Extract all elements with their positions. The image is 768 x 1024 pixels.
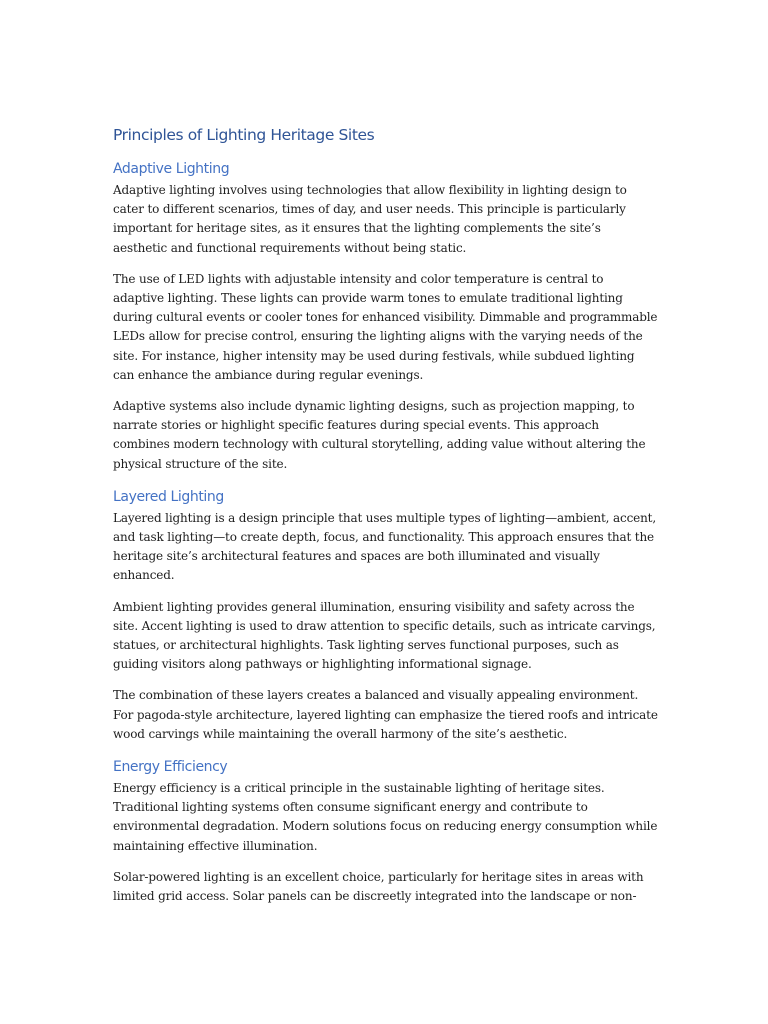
paragraph: Layered lighting is a design principle that uses multiple types of lighting—ambient, accent, and task lighting—to create depth, focus, and functionality. This approach ensures that the heritage site’s architectural features and spaces are both illuminated and visually enhanced. bbox=[113, 510, 657, 583]
paragraph: Energy efficiency is a critical principle in the sustainable lighting of heritage sites. Traditional lighting systems often consume significant energy and contribute to environmental degradation. Modern solutions focus on reducing energy consumption while maintaining effective illumination. bbox=[113, 781, 658, 853]
paragraph: Ambient lighting provides general illumination, ensuring visibility and safety across the site. Accent lighting is used to draw attention to specific details, such as intricate carvings, statues, or architectural highlights. Task lighting serves functional purposes, such as guiding visitors along pathways or highlighting informational signage. bbox=[113, 599, 656, 672]
section-adaptive-lighting bbox=[113, 159, 658, 474]
paragraph: The use of LED lights with adjustable intensity and color temperature is central to adaptive lighting. These lights can provide warm tones to emulate traditional lighting during cultural events or cooler tones for enhanced visibility. Dimmable and programmable LEDs allow for precise control, ensuring the lighting aligns with the varying needs of the site. For instance, higher intensity may be used during festivals, while subdued lighting can enhance the ambiance during regular evenings. bbox=[113, 271, 658, 382]
paragraph: The combination of these layers creates a balanced and visually appealing environment. For pagoda-style architecture, layered lighting can emphasize the tiered roofs and intricate wood carvings while maintaining the overall harmony of the site’s aesthetic. bbox=[113, 688, 658, 741]
paragraph: Adaptive lighting involves using technologies that allow flexibility in lighting design to cater to different scenarios, times of day, and user needs. This principle is particularly important for heritage sites, as it ensures that the lighting complements the site’s aesthetic and functional requirements without being static. bbox=[113, 183, 627, 255]
paragraph: Solar-powered lighting is an excellent choice, particularly for heritage sites in areas with limited grid access. Solar panels can be discreetly integrated into the landscape or non- bbox=[113, 869, 644, 904]
section-layered-lighting bbox=[113, 487, 658, 744]
document-title: Principles of Lighting Heritage Sites bbox=[113, 126, 375, 144]
section-energy-efficiency bbox=[113, 757, 658, 906]
paragraph: Adaptive systems also include dynamic lighting designs, such as projection mapping, to narrate stories or highlight specific features during special events. This approach combines modern technology with cultural storytelling, adding value without altering the physical structure of the site. bbox=[113, 399, 646, 471]
section-heading: Adaptive Lighting bbox=[113, 161, 230, 177]
document-page bbox=[113, 124, 658, 918]
section-heading: Energy Efficiency bbox=[113, 759, 228, 776]
section-heading: Layered Lighting bbox=[113, 488, 224, 505]
